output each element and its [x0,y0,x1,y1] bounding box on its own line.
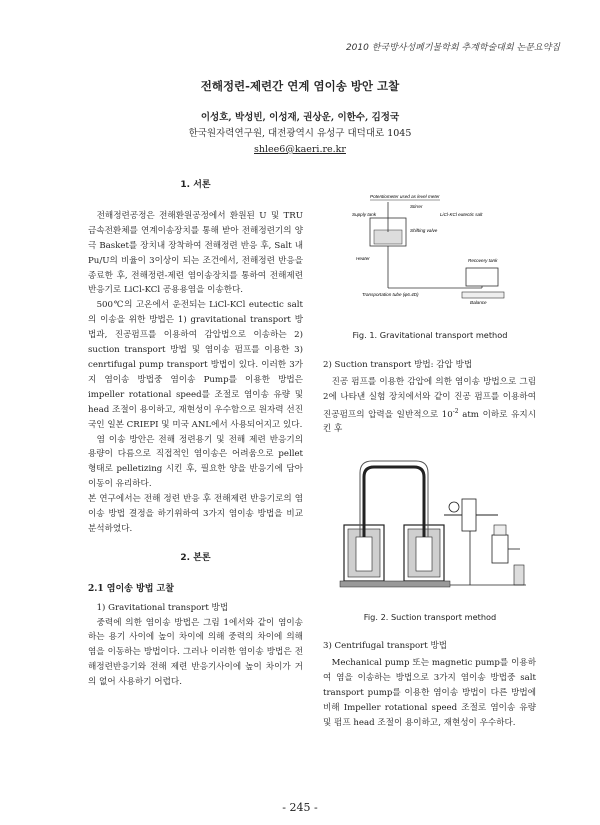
paragraph: 본 연구에서는 전해 정련 반응 후 전해제련 반응기로의 염이송 방법 결정을 하기위하여 3가지 염이송 방법을 비교 분석하였다. [88,494,303,534]
right-column-top [323,358,536,437]
paragraph: 전해정련공정은 전해환원공정에서 환원된 U 및 TRU 금속전환체를 연계이송장치를 통해 받아 전해정련기의 양극 Basket를 장치내 장착하여 전해정련 반응 후, Salt 내 Pu/U의 비율이 3이상이 되는 조건에서, 전해정련 반응을 종료한 후, 전해정련-제련 염이송장치를 통하여 전해제련 반응기로 LiCl-KCl 공용용염을 이송한다. [88,210,303,296]
fig1-label-level-meter: Potentiometer used as level meter [370,194,440,199]
page-number: - 245 - [282,801,318,814]
figure-2-apparatus [330,455,530,595]
fig1-label-shifting-valve: Shifting valve [410,228,438,233]
section-heading-body: 2. 본론 [180,552,211,563]
author-list: 이성호, 박성빈, 이성재, 권상운, 이한수, 김정국 [200,112,400,123]
fig1-label-recovery-tank: Recovery tank [468,258,498,263]
left-column [88,178,303,690]
affiliation: 한국원자력연구원, 대전광역시 유성구 대덕대로 1045 [188,128,412,139]
fig1-label-supply-tank: Supply tank [352,212,377,217]
subsubsection-heading: 1) Gravitational transport 방법 [96,602,229,613]
running-header: 2010 한국방사성폐기물학회 추계학술대회 논문요약집 [345,43,560,53]
figure-1-diagram [350,190,530,315]
paper-title: 전해정련-제련간 연계 염이송 방안 고찰 [200,79,400,93]
paragraph: 500℃의 고온에서 운전되는 LiCl-KCl eutectic salt의 이송을 위한 방법은 1) gravitational transport 방법과, 진공펌프를 이용하여 감압법으로 이송하는 2) suction transport 방법 및 염이송 펌프를 이용한 3) cenrtifugal pump transport 방법이 있다. 이러한 3가지 염이송 방법중 염이송 Pump를 이용한 방법은 impeller rotational speed를 조절로 염이송 유량 및 head 조절이 용이하고, 재현성이 우수함으로 원자력 선진국인 일본 CRIEPI 및 미국 ANL에서 사용되어지고 있다. [88,300,303,430]
subsubsection-heading: 2) Suction transport 방법: 감압 방법 [323,360,473,370]
figure-1-caption: Fig. 1. Gravitational transport method [352,330,508,340]
section-heading-intro: 1. 서론 [180,180,211,190]
paragraph-text: atm 이하로 유지시킨 후 [323,409,536,435]
paragraph [323,375,536,437]
fig1-label-salt: LiCl-KCl eutectic salt [440,212,483,217]
subsection-heading: 2.1 염이송 방법 고찰 [88,583,174,594]
fig1-label-transport-tube: Transportation tube (φ6.4D) [362,292,419,297]
fig1-label-balance: Balance [470,300,487,305]
author-block [0,110,600,158]
fig1-label-stirrer: Stirrer [410,204,423,209]
email-link[interactable]: shlee6@kaeri.re.kr [254,144,346,155]
paragraph: Mechanical pump 또는 magnetic pump를 이용하여 염을 이송하는 방법으로 3가지 염이송 방법중 salt transport pump를 이용한 염이송 방법이 다른 방법에 비해 Impeller rotational speed 조절로 염이송 유량 및 펌프 head 조절이 용이하고, 재현성이 우수하다. [323,657,536,728]
paragraph: 중력에 의한 염이송 방법은 그림 1에서와 같이 염이송하는 용기 사이에 높이 차이에 의해 중력의 차이에 의해 염을 이동하는 방법이다. 그러나 이러한 염이송 방법은 전해정련반응기와 전해 제련 반응기사이에 높이 차이가 거의 없어 사용하기 어렵다. [88,617,303,688]
right-column-bottom [323,639,536,730]
paragraph: 염 이송 방안은 전해 정련용기 및 전해 제련 반응기의 용량이 다름으로 직접적인 염이송은 어려움으로 pellet 형태로 pelletizing 시킨 후, 필요한 양을 반응기에 담아 이동이 유리하다. [88,434,303,490]
figure-2-caption: Fig. 2. Suction transport method [363,612,497,622]
exponent: -2 [452,407,459,415]
fig1-label-heater: Heater [356,256,370,261]
subsubsection-heading: 3) Centrifugal transport 방법 [323,641,448,651]
paragraph-text: 진공 펌프를 이용한 감압에 의한 염이송 방법으로 그림 2에 나타낸 실험 장치에서와 같이 진공 펌프를 이용하여 진공펌프의 압력을 일반적으로 10 [323,376,536,420]
